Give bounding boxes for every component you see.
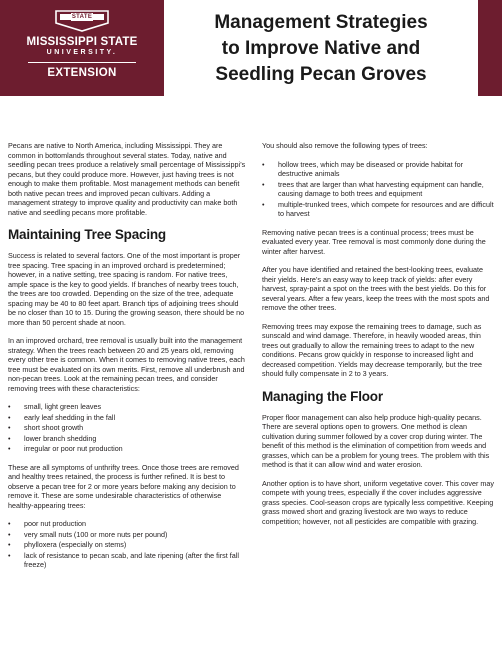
right-column (262, 141, 494, 535)
logo-state-label: STATE (71, 14, 93, 20)
list-item: • irregular or poor nut production (8, 444, 248, 454)
list-item: • phylloxera (especially on stems) (8, 540, 248, 550)
list-item: • very small nuts (100 or more nuts per pound) (8, 530, 248, 540)
spacing-paragraph-2: In an improved orchard, tree removal is usually built into the management strategy. When the trees reach between 20 and 25 years old, removing every other tree is common. When it comes to removing native trees, each tree must be evaluated on its own merits. First, remove all underbrush and non-pecan trees. Look at the remaining pecan trees, and consider removing trees with these characteristics: (8, 336, 245, 393)
title-line-2: to Improve Native and (221, 38, 421, 59)
removal-paragraph-3: Removing trees may expose the remaining trees to damage, such as sunscald and wind damage. Therefore, in heavily wooded areas, thin trees out gradually to allow the remaining trees to adapt to the new conditions. Pecans grow quickly in response to increased light and decreased competition. Yields may decrease temporarily, but the tree should fully compensate in 2 to 3 years. (262, 321, 482, 378)
header-accent-bar (478, 0, 502, 96)
section-heading-managing-floor: Managing the Floor (262, 388, 383, 404)
removal-paragraph-1: Removing native pecan trees is a continual process; trees must be evaluated every year. Tree removal is most commonly done during the winter after harvest. (262, 227, 486, 256)
list-item: • small, light green leaves (8, 402, 248, 412)
list-item: • short shoot growth (8, 423, 248, 433)
document-title (164, 10, 478, 88)
removal-paragraph-2: After you have identified and retained the best-looking trees, evaluate their yields. Here’s an easy way to keep track of yields: after every harvest, spray-paint a spot on the trees with the best yields. Do this for several years. After a few years, keep the trees with the most spots and remove the other trees. (262, 265, 490, 312)
spacing-paragraph-1: Success is related to several factors. One of the most important is proper tree spacing. Tree spacing in an improved orchard is predetermined; however, in a native setting, tree spacing is random. For native trees, ample space is the key to good yields. If branches of nearby trees touch, the trees are too crowded. Depending on the size of the tree, adequate spacing may be 40 to 80 feet apart. Branch tips of adjoining trees should be no closer than 10 to 15. During the growing season, there should be no more than 50 percent shade at noon. (8, 251, 245, 327)
logo-divider (28, 62, 136, 63)
remove-types-list (262, 160, 494, 219)
extension-logo (0, 0, 164, 96)
spacing-paragraph-3: These are all symptoms of unthrifty trees. Once those trees are removed and healthy trees retained, the process is further refined. It is best to observe a pecan tree for 2 or more years before making any decision to remove it. These are some undesirable characteristics of otherwise healthy-appearing trees: (8, 462, 239, 510)
title-line-1: Management Strategies (214, 12, 428, 33)
list-item: • poor nut production (8, 519, 248, 529)
intro-paragraph: Pecans are native to North America, including Mississippi. They are common in bottomlands throughout several states. Today, native and seedling pecan trees produce a relatively small percentage of Mississippi’s pecans, but they could produce more. However, just having trees is not enough to make them profitable. Most management methods can benefit both native pecan trees and improved pecan cultivars. Adding a management strategy to improve quality and productivity can make both native and seedling pecans more profitable. (8, 141, 246, 217)
title-line-3: Seedling Pecan Groves (215, 64, 427, 85)
remove-intro-paragraph: You should also remove the following types of trees: (262, 141, 428, 150)
floor-paragraph-2: Another option is to have short, uniform vegetative cover. This cover may compete with young trees, especially if the cover includes aggressive grass species. Cool-season crops are typically less competitive. Keeping grass mowed short and grazing livestock are two ways to reduce competition; however, not all pesticides are compatible with grazing. (262, 478, 494, 526)
left-column (8, 141, 248, 579)
list-item: • early leaf shedding in the fall (8, 413, 248, 423)
undesirable-characteristics-list (8, 519, 248, 570)
section-heading-tree-spacing: Maintaining Tree Spacing (8, 227, 166, 242)
unthrifty-characteristics-list (8, 402, 248, 454)
logo-university-name: MISSISSIPPI STATE (26, 36, 138, 48)
list-item: • hollow trees, which may be diseased or provide habitat for destructive animals (262, 160, 494, 179)
floor-paragraph-1: Proper floor management can also help produce high-quality pecans. There are several options open to growers. One method is clean cultivation during summer followed by a cover crop during winter. The benefit of this method is the elimination of competition from weeds and grasses, which can be a problem for young trees. The problem with this method is that it can allow wind and water erosion. (262, 412, 490, 469)
list-item: • lack of resistance to pecan scab, and late ripening (after the first fall freeze) (8, 551, 248, 570)
list-item: • trees that are larger than what harvesting equipment can handle, causing damage to both trees and equipment (262, 180, 494, 199)
logo-extension-label: EXTENSION (47, 67, 117, 79)
list-item: • lower branch shedding (8, 434, 248, 444)
list-item: • multiple-trunked trees, which compete for resources and are difficult to harvest (262, 200, 494, 219)
logo-university-label: UNIVERSITY. (46, 49, 118, 56)
